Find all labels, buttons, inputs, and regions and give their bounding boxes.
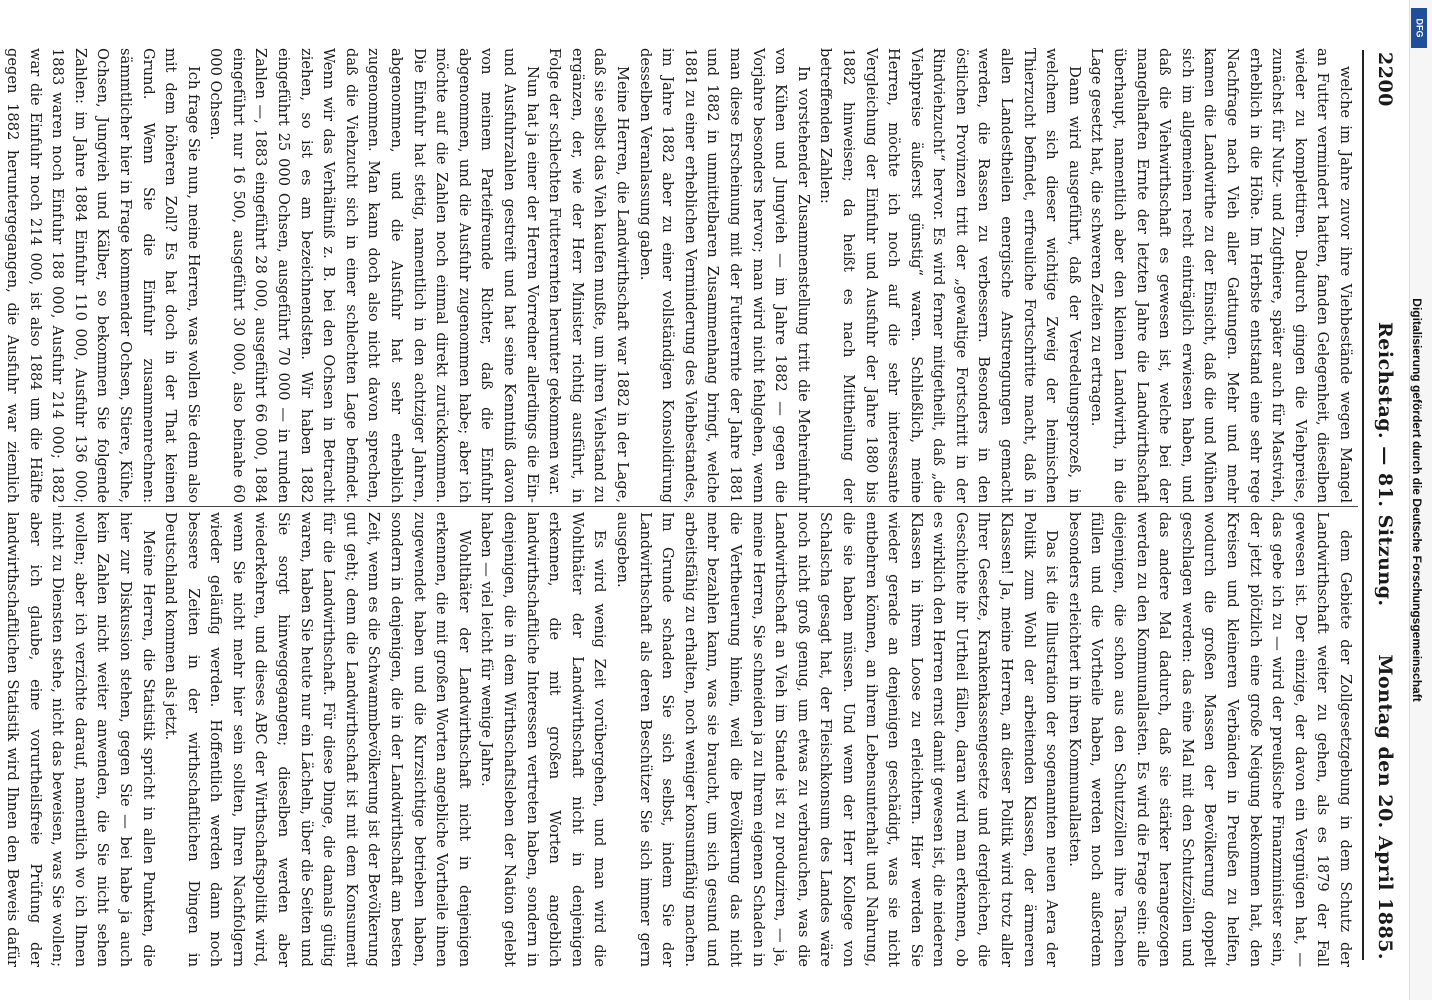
paragraph: In vorstehender Zusammenstellung tritt die Mehreinfuhr von Kühen und Jungvieh — im Jahre 1882 — gegen die Vorjahre besonders hervor; man wird nicht fehlgehen, wenn man diese Erscheinung mit der Futterernte der Jahre 1881 und 1882 in unmittelbaren Zusammenhang bringt, welche 1881 zu einer erheblichen Verminderung des Viehbestandes, im Jahre 1882 aber zu einer vollständigen Konsolidirung desselben Veranlassung gaben. <box>636 48 812 503</box>
paragraph: Meine Herren, die Landwirthschaft war 1882 in der Lage, daß sie selbst das Vieh kaufen mußte, um ihren Viehstand zu ergänzen, der, wie der Herr Minister richtig ausführt, in Folge der schlechten Futterernten herunter gekommen war. <box>546 48 631 503</box>
digitization-credit-text: Digitalisierung gefördert durch die Deutsche Forschungsgemeinschaft <box>1410 298 1424 702</box>
column-divider <box>58 506 1358 507</box>
left-column <box>3 48 1356 503</box>
paragraph: Meine Herren, die Statistik spricht in allen Punkten, die hier zur Diskussion stehen, gegen Sie — bei habe ja auch kein Zahlen nicht weiter anwenden, die Sie nicht sehen wollen; aber ich verzichte darauf, namentlich wo ich Ihnen nicht zu Diensten stehe, nicht das beweisen, was Sie wollen; aber ich glaube, eine vorurtheilsfreie Prüfung der landwirthschaftlichen Statistik wird Ihnen den Beweis dafür <box>3 512 157 967</box>
paragraph: welche im Jahre zuvor ihre Viehbestände wegen Mangel an Futter vermindert hatten, fanden Gelegenheit, dieselben wieder zu komplettiren. Dadurch gingen die Viehpreise, zunächst für Nutz- und Zugthiere, später auch für Mastvieh, erheblich in die Höhe. Im Herbste entstand eine sehr rege Nachfrage nach Vieh aller Gattungen. Mehr und mehr kamen die Landwirthe zu der Einsicht, daß die und Mühen sich im allgemeinen recht einträglich erwiesen haben, und daß die Viehwirthschaft es gewesen ist, welche bei der mangelhaften Ernte der letzten Jahre die Landwirthschaft überhaupt, namentlich aber den kleinen Landwirth, in die Lage gesetzt hat, die schweren Zeiten zu ertragen. <box>1088 48 1354 503</box>
right-column <box>3 512 1356 967</box>
session-title: Reichstag. — 81. Sitzung. <box>1374 322 1396 607</box>
digitization-credit-band <box>1409 0 1432 1000</box>
paragraph: Ich frage Sie nun, meine Herren, was wollen Sie denn also mit dem höheren Zoll? Es hat doch in der That keinen Grund. Wenn Sie die Einfuhr zusammenrechnen: sämmtlicher hier in Frage kommender Ochsen, Stiere, Kühe, Ochsen, Jungvieh und Kälber, so bekommen Sie folgende Zahlen: im Jahre 1884 Einfuhr 110 000, Ausfuhr 136 000; 1883 waren noch Einfuhr 188 000, Ausfuhr 214 000; 1882 war die Einfuhr noch 214 000, ist also 1884 um die Hälfte gegen 1882 heruntergegangen, die Ausfuhr war ziemlich <box>3 48 202 503</box>
session-date: Montag den 20. April 1885. <box>1374 654 1396 960</box>
header-rule <box>1362 50 1364 960</box>
digitization-credit <box>1408 0 1426 1000</box>
paragraph: Wohlthäter der Landwirthschaft nicht in denjenigen erkennen, die mit großen Worten angebliche Vortheile ihnen zugewendet haben und die Kurzsichtige betrieben haben, sondern in denjenigen, die in der Landwirthschaft am besten Zeit, wenn es die Schwammbevölkerung ist der Bevölkerung gut geht; denn die Landwirthschaft ist mit dem Konsument für die Landwirthschaft. Für diese Dinge, die damals gültig waren, haben Sie heute nur ein Lächeln, über die Seiten und Sie sorgt hinweggegangen; dieselben werden aber wiederkehren, und dieses ABC der Wirthschaftspolitik wird, wenn Sie nicht mehr hier sein sollten, Ihren Nachfolgern wieder geläufig werden. Hoffentlich werden dann noch bessere Zeiten in der wirthschaftlichen Dingen in Deutschland kommen als jetzt. <box>162 512 473 967</box>
paragraph: Es wird wenig Zeit vorübergehen, und man wird die Wohlthäter der Landwirthschaft nicht in denjenigen erkennen, die mit großen Worten angeblich landwirthschaftliche Interessen vertreten haben, sondern in denjenigen, die in dem Wirthschaftsleben der Nation gelebt haben — viel leicht für wenige Jahre. <box>478 512 609 967</box>
paragraph: dem Gebiete der Zollgesetzgebung in dem Schutz der Landwirthschaft weiter zu gehen, als es 1879 der Fall gewesen ist. Der einzige, der davon ein Vergnügen hat, — das gebe ich zu — wird der preußische Finanzminister sein, der jetzt plötzlich eine große Neigung bekommen hat, den Kreisen und kleineren Verbänden in Preußen zu helfen, wodurch die großen Massen der Bevölkerung doppelt geschlagen werden: das eine Mal mit den Schutzzöllen und das andere Mal dadurch, daß sie stärker herangezogen werden zu den Kommunallasten. Es wird die Frage sein: alle diejenigen, die schon aus den Schutzzöllen ihre Taschen füllen und die Vortheile haben, werden noch außerdem besonders erleichtert in ihren Kommunallasten. <box>1065 512 1354 967</box>
paragraph: Dann wird ausgeführt, daß der Veredelungsprozeß, in welchem sich dieser wichtige Zweig der heimischen Thierzucht befindet, erfreuliche Fortschritte macht, daß in allen Landestheilen energische Anstrengungen gemacht werden, die Rassen zu verbessern. Besonders in den östlichen Provinzen tritt der „gewaltige Fortschritt in der Rindviehzucht“ hervor. Es wird ferner mitgetheilt, daß „die Viehpreise äußerst günstig“ waren. Schließlich, meine Herren, möchte ich noch auf die sehr interessante Vergleichung der Einfuhr und Ausfuhr der Jahre 1880 bis 1882 hinweisen; da heißt es nach Mittheilung der betreffenden Zahlen: <box>817 48 1083 503</box>
page-number: 2200 <box>1374 52 1396 107</box>
paragraph: Das ist die Illustration der sogenannten neuen Aera der Politik zum Wohl der arbeitenden Klassen, der ärmeren Klassen! Ja, meine Herren, an dieser Politik wird trotz aller Ihrer Gesetze, Krankenkassengesetze und dergleichen, die Geschichte ihr Urtheil fällen, daran wird man erkennen, ob es wirklich den Herren ernst damit gewesen ist, die niederen Klassen in ihrem Loose zu erleichtern. Hier werden Sie wieder gerade an denjenigen geschädigt, was sie nicht entbehren können, an ihrem Lebensunterhalt und Nahrung, die sie haben müssen. Und wenn der Herr Kollege von Schalscha gesagt hat, der Fleischkonsum des Landes wäre noch nicht groß genug, um etwas zu verbrauchen, was die Landwirthschaft an Vieh im Stande ist zu produziren, — ja, meine Herren, Sie schneiden ja zu Ihrem eigenen Schaden in die Vertheuerung hinein, weil die Bevölkerung das nicht mehr bezahlen kann, was sie braucht, um sich gesund und arbeitsfähig zu erhalten, noch weniger konsumfähig machen. Im Grunde schaden Sie sich selbst, indem Sie der Landwirthschaft als deren Beschützer Sie sich immer gern ausgeben. <box>614 512 1061 967</box>
paragraph: Nun hat ja einer der Herren Vorredner allerdings die Ein- und Ausfuhrzahlen gestreift und hat seine Kenntniß davon von meinem Parteifreunde Richter, daß die Einfuhr abgenommen, und die Ausfuhr zugenommen habe; aber ich möchte auf die Zahlen noch einmal direkt zurückkommen. Die Einfuhr hat stetig, namentlich in den achtziger Jahren, abgenommen, und die Ausfuhr hat sehr erheblich zugenommen. Man kann doch also nicht davon sprechen, daß die Viehzucht sich in einer schlechten Lage befindet. Wenn wir das Verhältniß z. B. bei den Ochsen in Betracht ziehen, so ist es am bezeichnendsten. Wir haben 1882 eingeführt 25 000 Ochsen, ausgeführt 70 000 — in runden Zahlen —, 1883 eingeführt 28 000, ausgeführt 66 000, 1884 eingeführt nur 16 500, ausgeführt 30 000, also beinahe 60 000 Ochsen. <box>207 48 541 503</box>
dfg-logo: DFG <box>1411 8 1427 48</box>
page-header <box>1366 52 1396 960</box>
